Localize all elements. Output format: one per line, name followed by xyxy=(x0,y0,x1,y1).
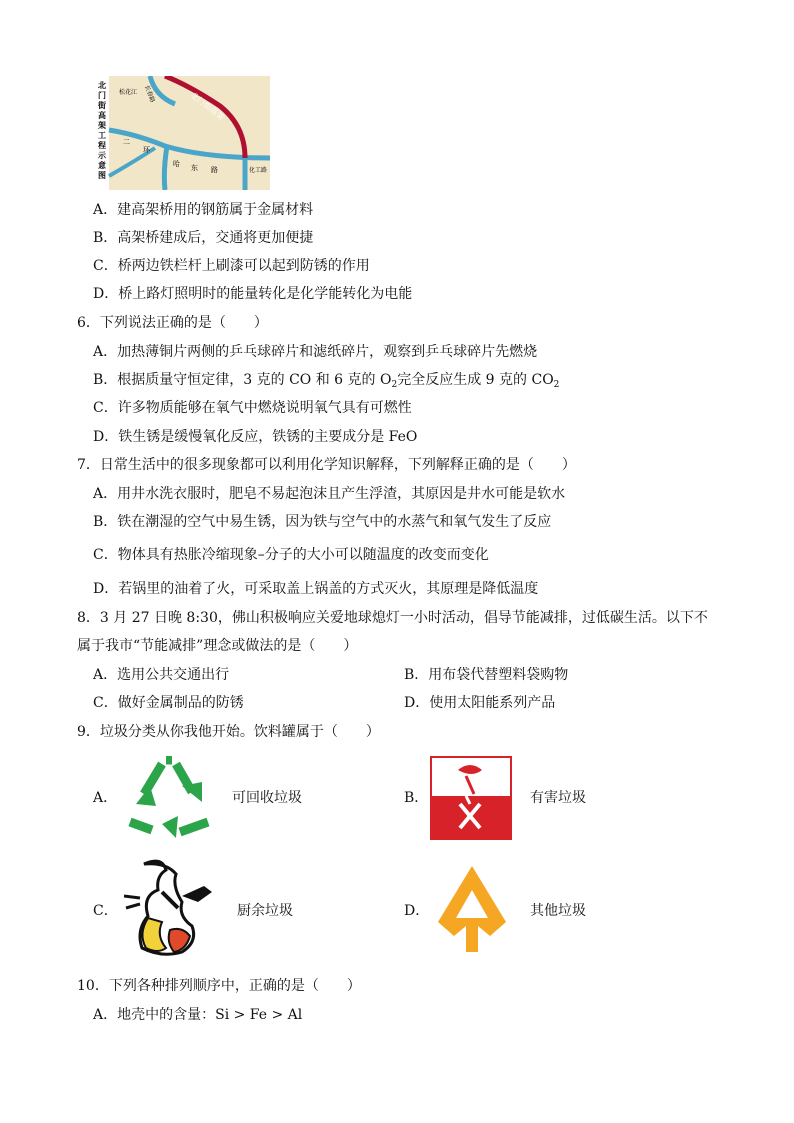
kitchen-waste-icon xyxy=(122,856,214,960)
q7-option-c: C．物体具有热胀冷缩现象–分子的大小可以随温度的改变而变化 xyxy=(93,547,489,563)
map-label-ring2: 环 xyxy=(143,146,150,154)
q6-option-a: A．加热薄铜片两侧的乒乓球碎片和滤纸碎片，观察到乒乓球碎片先燃烧 xyxy=(93,344,538,360)
q9-option-d-letter: D． xyxy=(404,903,430,919)
map-label-songjiang: 松花江 xyxy=(119,89,138,96)
map-label-dong: 东 xyxy=(191,164,198,172)
q5-option-c: C．桥两边铁栏杆上刷漆可以起到防锈的作用 xyxy=(93,258,370,274)
map-label-lu: 路 xyxy=(211,166,218,174)
q5-option-b: B．高架桥建成后，交通将更加便捷 xyxy=(93,230,314,246)
q8-option-c: C．做好金属制品的防锈 xyxy=(93,695,244,711)
q9-option-c-label: 厨余垃圾 xyxy=(237,903,293,919)
map-label-other: 长春路 xyxy=(143,84,156,104)
q10-option-a: A．地壳中的含量：Si > Fe > Al xyxy=(93,1007,303,1023)
q7-option-d: D．若锅里的油着了火，可采取盖上锅盖的方式灭火，其原理是降低温度 xyxy=(93,581,539,597)
q5-option-a: A．建高架桥用的钢筋属于金属材料 xyxy=(93,202,314,218)
q6-option-b: B．根据质量守恒定律，3 克的 CO 和 6 克的 $O_2$完全反应生成 9 克的 $CO_2$ xyxy=(93,372,560,390)
map-label-ring1: 二 xyxy=(123,138,130,146)
q7-option-b: B．铁在潮湿的空气中易生锈，因为铁与空气中的水蒸气和氧气发生了反应 xyxy=(93,514,552,530)
q9-option-d-label: 其他垃圾 xyxy=(530,903,586,919)
hazardous-waste-icon xyxy=(430,756,512,840)
q8-stem-line1: 8．3 月 27 日晚 8:30，佛山积极响应关爱地球熄灯一小时活动，倡导节能减排，过低碳生活。以下不 xyxy=(77,610,708,626)
q7-option-a: A．用井水洗衣服时，肥皂不易起泡沫且产生浮渣，其原因是井水可能是软水 xyxy=(93,486,566,502)
q9-option-b-label: 有害垃圾 xyxy=(530,790,586,806)
q8-option-a: A．选用公共交通出行 xyxy=(93,667,230,683)
recycle-icon xyxy=(122,756,216,840)
map-title: 北 门 街 高 架 工 程 示 意 图 xyxy=(98,81,106,180)
map-road-label: 北门街高架 xyxy=(188,90,226,123)
map-label-huagong: 化工路 xyxy=(249,167,268,174)
q6-option-d: D．铁生锈是缓慢氧化反应，铁锈的主要成分是 FeO xyxy=(93,429,418,445)
q6-stem: 6．下列说法正确的是（ ） xyxy=(77,315,268,331)
q8-option-b: B．用布袋代替塑料袋购物 xyxy=(404,667,569,683)
q9-option-b-letter: B． xyxy=(404,790,429,806)
q8-option-d: D．使用太阳能系列产品 xyxy=(404,695,556,711)
q8-stem-line2: 属于我市“节能减排”理念或做法的是（ ） xyxy=(77,638,358,654)
elevated-road-map xyxy=(95,76,270,190)
q9-stem: 9．垃圾分类从你我他开始。饮料罐属于（ ） xyxy=(77,724,380,740)
q9-option-a-letter: A． xyxy=(93,790,118,806)
q7-stem: 7．日常生活中的很多现象都可以利用化学知识解释，下列解释正确的是（ ） xyxy=(77,457,576,473)
map-title-char: 北 xyxy=(98,81,106,90)
q5-option-d: D．桥上路灯照明时的能量转化是化学能转化为电能 xyxy=(93,286,413,302)
q9-option-a-label: 可回收垃圾 xyxy=(232,790,302,806)
q10-stem: 10．下列各种排列顺序中，正确的是（ ） xyxy=(77,978,361,994)
q6-option-c: C．许多物质能够在氧气中燃烧说明氧气具有可燃性 xyxy=(93,400,412,416)
other-waste-icon xyxy=(432,862,512,956)
q9-option-c-letter: C． xyxy=(93,903,118,919)
map-label-ha: 哈 xyxy=(173,160,180,168)
